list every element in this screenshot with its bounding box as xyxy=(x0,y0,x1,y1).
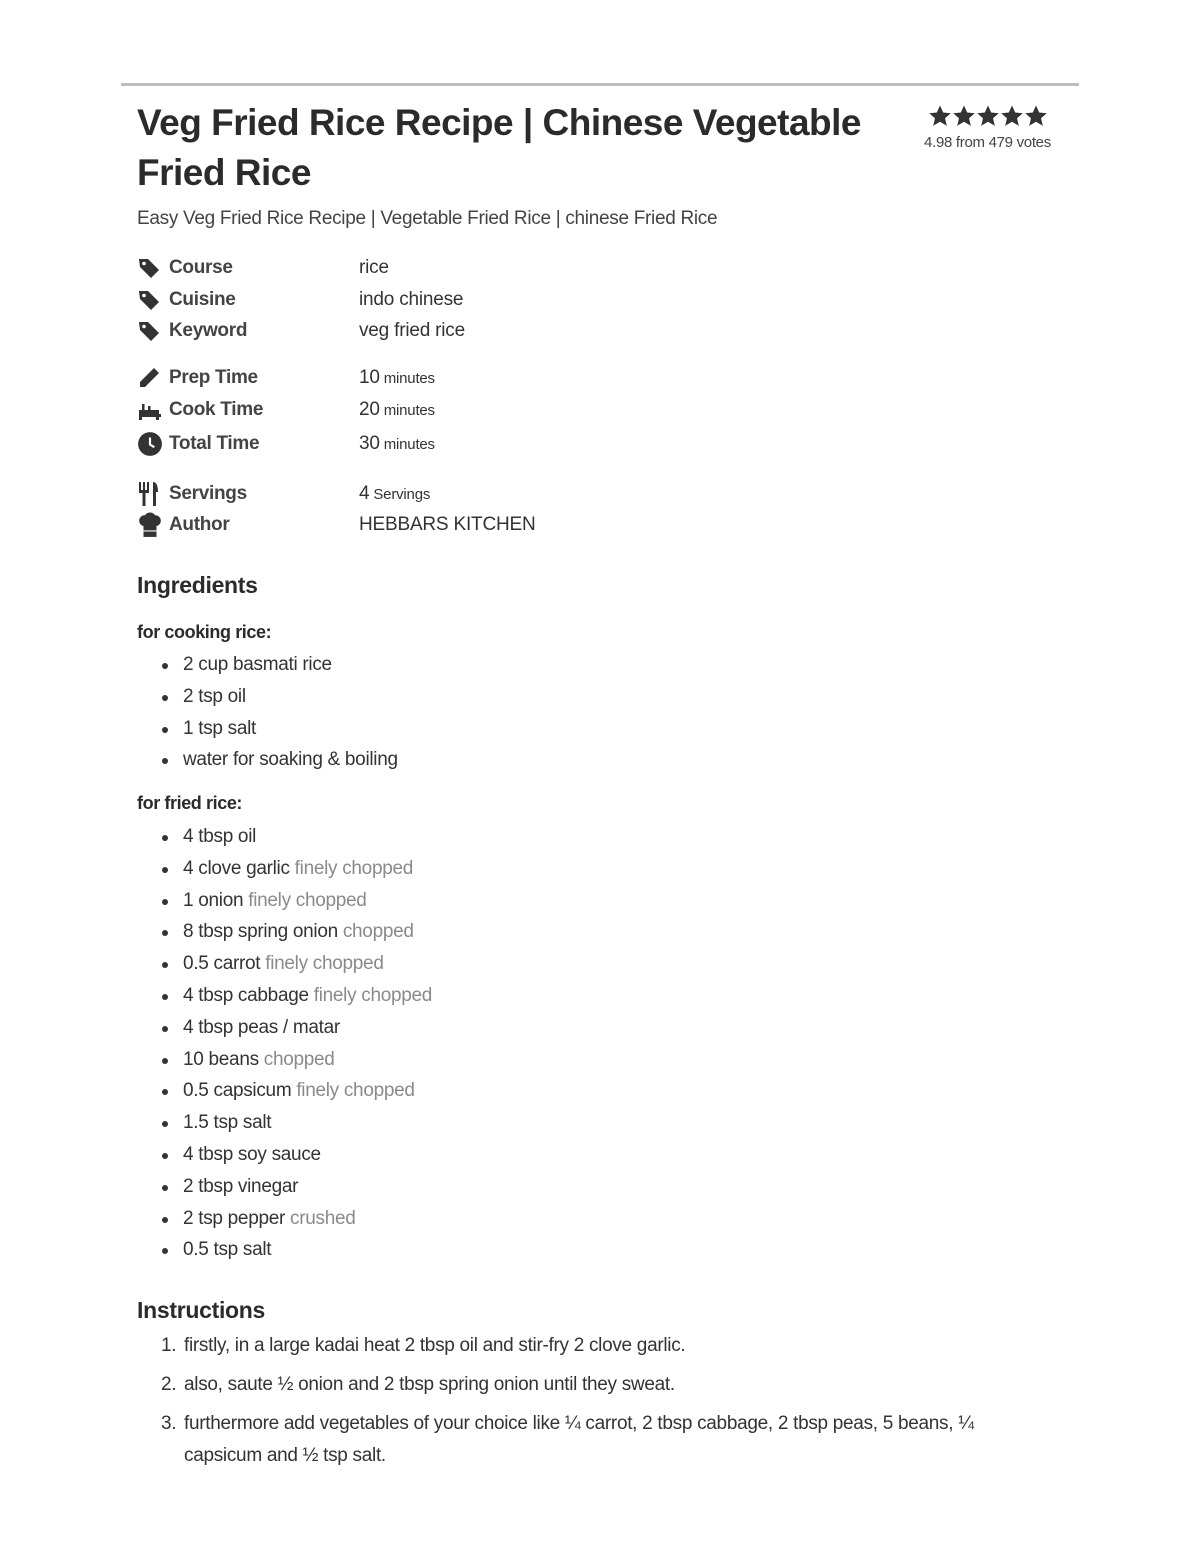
meta-unit: Servings xyxy=(373,486,431,503)
star-icon xyxy=(928,104,952,128)
meta-prep-time xyxy=(137,363,837,393)
rating-summary: 4.98 from 479 votes xyxy=(924,134,1051,151)
ingredient-text: 10 beans xyxy=(183,1048,259,1070)
ingredient-text: 2 tbsp vinegar xyxy=(183,1175,299,1197)
rating-stars[interactable] xyxy=(900,104,1075,128)
list-item xyxy=(137,744,398,776)
list-item xyxy=(137,1139,432,1171)
step-number: 1. xyxy=(161,1335,177,1356)
ingredient-text: 2 cup basmati rice xyxy=(183,654,332,675)
star-icon xyxy=(1024,104,1048,128)
list-item xyxy=(137,1203,432,1235)
meta-value xyxy=(359,433,435,455)
ingredient-note: chopped xyxy=(342,921,414,943)
top-divider xyxy=(121,83,1079,86)
ingredient-note: crushed xyxy=(290,1207,356,1229)
list-item xyxy=(137,948,432,980)
meta-unit: minutes xyxy=(383,370,435,387)
star-icon xyxy=(976,104,1000,128)
rating-block xyxy=(900,104,1075,151)
meta-number: 4 xyxy=(359,483,370,504)
meta-cook-time xyxy=(137,395,837,425)
ingredient-text: 0.5 capsicum xyxy=(183,1080,292,1102)
list-item xyxy=(137,1171,432,1203)
meta-label: Author xyxy=(169,514,230,535)
clock-icon xyxy=(137,431,163,457)
pencil-icon xyxy=(137,365,163,391)
meta-value xyxy=(359,399,435,421)
star-icon xyxy=(952,104,976,128)
instruction-step xyxy=(137,1330,1017,1362)
step-text: also, saute ½ onion and 2 tbsp spring onion until they sweat. xyxy=(184,1374,675,1395)
ingredient-note: finely chopped xyxy=(313,984,433,1006)
recipe-title: Veg Fried Rice Recipe | Chinese Vegetable Fried Rice xyxy=(137,102,861,193)
list-item xyxy=(137,1075,432,1107)
meta-author xyxy=(137,510,837,540)
meta-label: Cuisine xyxy=(169,289,236,310)
meta-label: Prep Time xyxy=(169,367,258,388)
instruction-step xyxy=(137,1408,1017,1472)
list-item xyxy=(137,821,432,853)
meta-unit: minutes xyxy=(383,436,435,453)
list-item xyxy=(137,1234,432,1266)
list-item xyxy=(137,713,398,745)
ingredient-list xyxy=(137,649,398,776)
chef-hat-icon xyxy=(137,512,163,538)
meta-number: 10 xyxy=(359,367,380,388)
ingredient-group-title: for cooking rice: xyxy=(137,622,272,642)
ingredient-group-title: for fried rice: xyxy=(137,793,243,813)
meta-label: Total Time xyxy=(169,433,260,454)
ingredient-text: 0.5 tsp salt xyxy=(183,1239,272,1261)
recipe-summary: Easy Veg Fried Rice Recipe | Vegetable Fried Rice | chinese Fried Rice xyxy=(137,208,718,229)
ingredient-text: 4 clove garlic xyxy=(183,857,290,879)
ingredient-text: 0.5 carrot xyxy=(183,953,261,975)
step-number: 2. xyxy=(161,1374,177,1395)
list-item xyxy=(137,885,432,917)
tag-icon xyxy=(137,255,163,281)
ingredient-text: 4 tbsp cabbage xyxy=(183,984,309,1006)
ingredient-text: 4 tbsp peas / matar xyxy=(183,1016,340,1038)
meta-number: 20 xyxy=(359,399,380,420)
step-number: 3. xyxy=(161,1413,177,1434)
list-item xyxy=(137,916,432,948)
meta-value[interactable] xyxy=(359,483,430,505)
meta-label: Servings xyxy=(169,483,247,504)
star-icon xyxy=(1000,104,1024,128)
meta-total-time xyxy=(137,429,837,459)
fork-knife-icon xyxy=(137,481,163,507)
meta-value: rice xyxy=(359,257,389,278)
list-item xyxy=(137,980,432,1012)
instruction-step xyxy=(137,1369,1017,1401)
ingredient-note: finely chopped xyxy=(265,953,384,975)
ingredients-heading: Ingredients xyxy=(137,572,258,598)
step-text: firstly, in a large kadai heat 2 tbsp oil and stir-fry 2 clove garlic. xyxy=(184,1335,686,1356)
ingredient-list xyxy=(137,821,432,1266)
tag-icon xyxy=(137,318,163,344)
ingredient-text: 1 tsp salt xyxy=(183,717,257,739)
ingredient-text: 4 tbsp soy sauce xyxy=(183,1143,321,1165)
meta-value xyxy=(359,367,435,389)
ingredient-text: 1.5 tsp salt xyxy=(183,1112,272,1134)
ingredient-text: 8 tbsp spring onion xyxy=(183,921,338,943)
list-item xyxy=(137,1044,432,1076)
ingredient-text: water for soaking & boiling xyxy=(183,749,398,771)
list-item xyxy=(137,853,432,885)
ingredient-text: 4 tbsp oil xyxy=(183,826,257,847)
ingredient-note: chopped xyxy=(263,1048,335,1070)
meta-cuisine xyxy=(137,285,837,315)
instruction-list xyxy=(137,1330,1017,1479)
meta-label: Course xyxy=(169,257,233,278)
tag-icon xyxy=(137,287,163,313)
list-item xyxy=(137,681,398,713)
ingredient-text: 2 tsp oil xyxy=(183,685,246,707)
ingredient-note: finely chopped xyxy=(296,1080,415,1102)
ingredient-note: finely chopped xyxy=(294,857,414,879)
list-item xyxy=(137,1107,432,1139)
instructions-heading: Instructions xyxy=(137,1297,266,1323)
meta-label: Cook Time xyxy=(169,399,264,420)
meta-course xyxy=(137,253,837,283)
meta-value: veg fried rice xyxy=(359,320,465,341)
list-item xyxy=(137,1012,432,1044)
meta-keyword xyxy=(137,316,837,346)
meta-value: HEBBARS KITCHEN xyxy=(359,514,536,535)
step-text: furthermore add vegetables of your choice like ¼ carrot, 2 tbsp cabbage, 2 tbsp peas, 5 beans, ¼ capsicum and ½ tsp salt. xyxy=(184,1413,974,1466)
ingredient-note: finely chopped xyxy=(248,889,367,911)
ingredient-text: 2 tsp pepper xyxy=(183,1207,286,1229)
meta-unit: minutes xyxy=(383,402,435,419)
ingredient-text: 1 onion xyxy=(183,889,244,911)
stove-icon xyxy=(137,397,163,423)
meta-value: indo chinese xyxy=(359,289,464,310)
meta-number: 30 xyxy=(359,433,380,454)
meta-servings xyxy=(137,479,837,509)
meta-label: Keyword xyxy=(169,320,248,341)
list-item xyxy=(137,649,398,681)
